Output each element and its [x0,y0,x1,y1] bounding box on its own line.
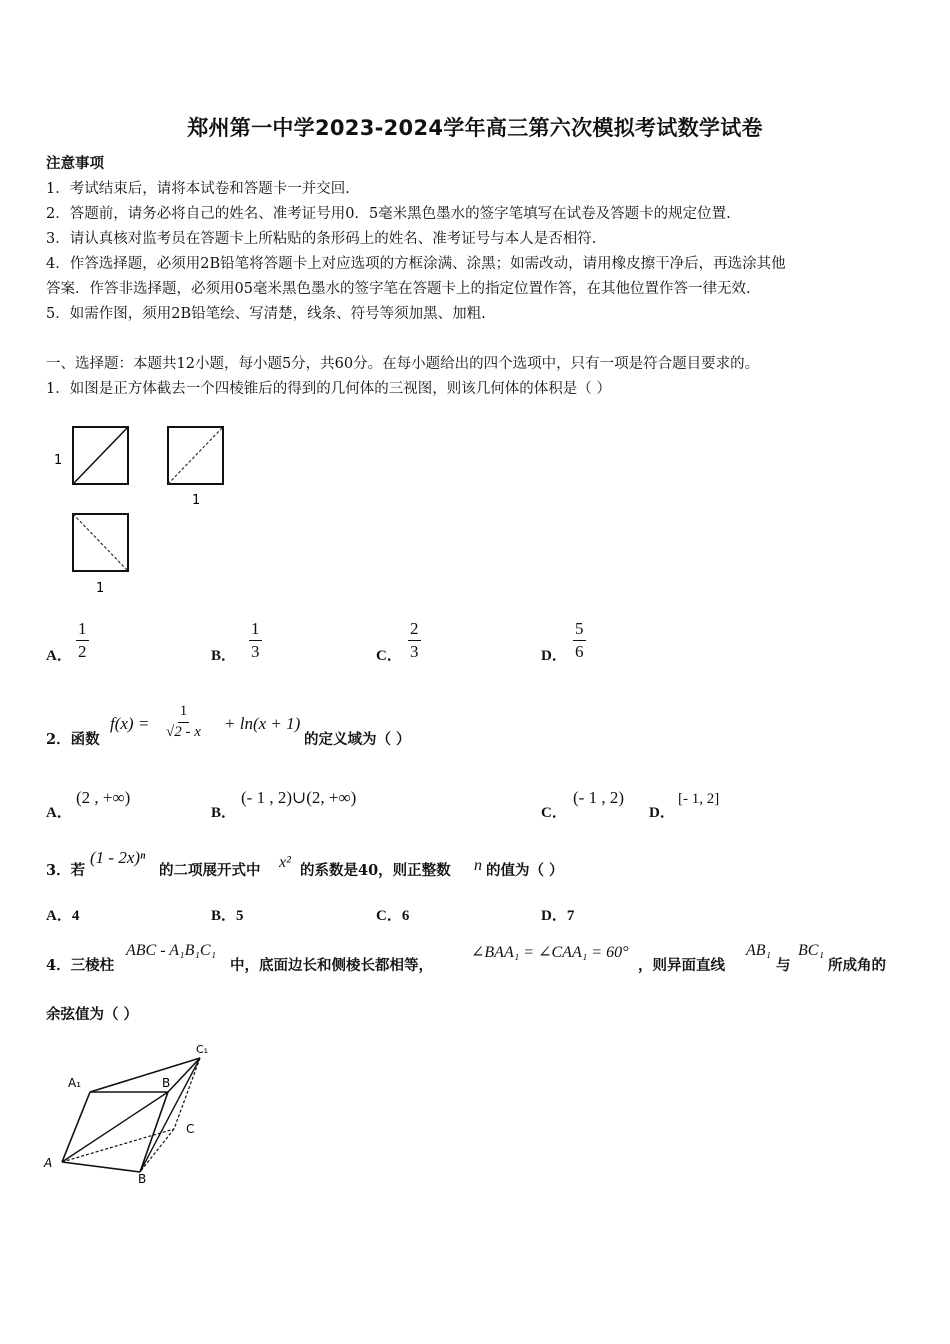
option-fraction: $\frac{5}{6}$ [575,619,584,661]
notice-item: 答案．作答非选择题，必须用05毫米黑色墨水的签字笔在答题卡上的指定位置作答，在其他位置作答一律无效. [46,281,751,297]
label-a: A [44,1156,53,1170]
option-d[interactable]: D．7 [541,908,575,924]
option-b-value[interactable]: (- 1 , 2)∪(2, +∞) [241,788,357,807]
front-view-diagonal [73,427,128,484]
option-letter: C． [376,648,402,664]
q3-mid: 的二项展开式中 [159,862,261,879]
front-view-label: 1 [54,453,63,468]
option-d-letter[interactable]: D． [649,805,675,821]
question-4-stem [46,940,906,976]
q3-expr: (1 - 2x)ⁿ [90,848,146,867]
section-heading: 一、选择题：本题共12小题，每小题5分，共60分。在每小题给出的四个选项中，只有一项是符合题目要求的。 [46,356,760,372]
question-3-stem [46,846,696,880]
q3-term: x² [279,854,291,871]
q4-prism: ABC - A₁B₁C₁ [126,942,217,959]
label-b: B [138,1172,147,1185]
side-view-hidden-diagonal [168,427,223,484]
q4-angles: ∠BAA₁ = ∠CAA₁ = 60° [471,944,629,961]
q2-func-tail: + ln(x + 1) [224,714,301,733]
option-letter: D． [541,648,567,664]
option-c-value[interactable]: (- 1 , 2) [573,788,624,807]
label-c: C [186,1122,195,1136]
notice-heading: 注意事项 [46,155,104,172]
question-2-stem [46,704,646,750]
question-1-options [46,620,686,666]
option-letter: A． [46,648,72,664]
option-d-value[interactable]: [- 1, 2] [678,791,720,807]
q4-line1: AB₁ [746,942,772,959]
q3-var: n [474,857,482,874]
question-3-options [46,904,646,926]
prism-figure [40,1035,230,1185]
top-view-hidden-diagonal [73,514,128,571]
q2-func-lhs: f(x) = [110,714,150,733]
notice-item: 1．考试结束后，请将本试卷和答题卡一并交回. [46,181,350,197]
notice-item: 3．请认真核对监考员在答题卡上所粘贴的条形码上的姓名、准考证号与本人是否相符. [46,231,597,247]
notice-item: 2．答题前，请务必将自己的姓名、准考证号用0．5毫米黑色墨水的签字笔填写在试卷及答题卡的规定位置. [46,206,731,222]
q3-mid2: 的系数是40，则正整数 [300,862,451,879]
label-b1: B [162,1076,171,1090]
notice-item: 5．如需作图，须用2B铅笔绘、写清楚，线条、符号等须加黑、加粗. [46,306,486,322]
option-c-letter[interactable]: C． [541,805,567,821]
notice-item: 4．作答选择题，必须用2B铅笔将答题卡上对应选项的方框涂满、涂黑；如需改动，请用橡皮擦干净后，再选涂其他 [46,256,786,272]
option-fraction: $\frac{1}{3}$ [251,619,260,661]
side-view-label: 1 [192,493,201,508]
q4-mid: 中，底面边长和侧棱长都相等， [230,957,433,974]
three-view-figure [50,420,240,600]
question-1-stem: 1．如图是正方体截去一个四棱锥后的得到的几何体的三视图，则该几何体的体积是（ ） [46,381,611,397]
page-title: 郑州第一中学2023-2024学年高三第六次模拟考试数学试卷 [187,116,763,140]
q4-suffix: 所成角的 [828,957,886,974]
option-fraction: $\frac{1}{2}$ [78,619,87,661]
label-a1: A₁ [68,1076,82,1090]
q3-prefix: 3．若 [46,862,86,879]
option-fraction: $\frac{2}{3}$ [410,619,419,661]
option-a-value[interactable]: (2 , +∞) [76,788,131,807]
q3-suffix: 的值为（ ） [486,862,564,879]
option-b-letter[interactable]: B． [211,805,237,821]
question-4-stem-cont: 余弦值为（ ） [46,1006,139,1023]
option-a[interactable]: A．4 [46,908,80,924]
q2-func-fraction: $\frac{1}{√2 - x}$ [166,703,201,740]
top-view-label: 1 [96,581,105,596]
question-2-options [46,786,746,822]
q4-mid2: ，则异面直线 [638,957,725,974]
q2-suffix: 的定义域为（ ） [304,731,411,748]
q4-line2: BC₁ [798,942,825,959]
q2-prefix: 2．函数 [46,731,100,748]
label-c1: C₁ [196,1043,209,1056]
q4-and: 与 [776,957,791,974]
q4-prefix: 4．三棱柱 [46,957,115,974]
option-a-letter[interactable]: A． [46,805,72,821]
option-letter: B． [211,648,237,664]
option-b[interactable]: B．5 [211,908,244,924]
option-c[interactable]: C．6 [376,908,410,924]
